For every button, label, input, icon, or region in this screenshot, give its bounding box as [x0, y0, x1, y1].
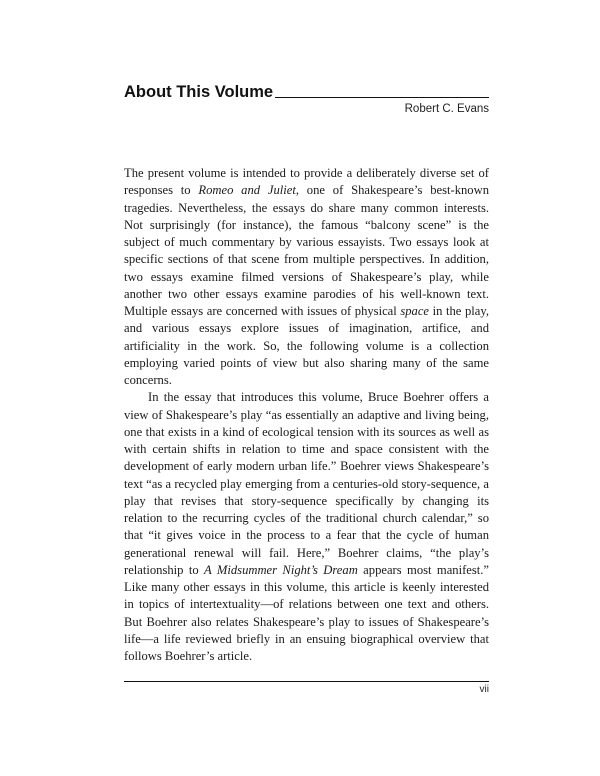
- body-text: [124, 165, 489, 665]
- italic-title-text: Romeo and Juliet: [198, 183, 296, 198]
- paragraph-text-run: , one of Shakespeare’s best-known tragedies. Nevertheless, the essays do share many common interests. Not surprisingly (for instance), the famous “balcony scene” is the subject of much commentary by various essayists. Two essays look at specific sections of that scene from multiple perspectives. In addition, two essays examine filmed versions of Shakespeare’s play, while another two other essays examine parodies of his well-known text. Multiple essays are concerned with issues of physical: [124, 183, 489, 318]
- chapter-heading: [124, 78, 489, 100]
- footer-rule: [124, 681, 489, 682]
- title-rule: [275, 97, 489, 98]
- paragraph-1: [124, 165, 489, 389]
- chapter-title: About This Volume: [124, 82, 274, 101]
- paragraph-text-run: In the essay that introduces this volume, Bruce Boehrer offers a view of Shakespeare’s play “as essentially an adaptive and living being, one that exists in a kind of ecological tension with its sources as well as with certain shifts in relation to time and space consistent with the development of early modern urban life.” Boehrer views Shakespeare’s text “as a recycled play emerging from a centuries-old story-sequence, a play that revises that story-sequence specifically by changing its relation to the recurring cycles of the traditional church calendar,” so that “it gives voice in the process to a fear that the cycle of human generational renewal will fail. Here,” Boehrer claims, “the play’s relationship to: [124, 390, 489, 577]
- author-name: Robert C. Evans: [404, 103, 489, 115]
- italic-title-text: A Midsummer Night’s Dream: [204, 562, 358, 577]
- paragraph-text-run: in the play, and various essays explore issues of imagination, artifice, and artificiality in the work. So, the following volume is a collection employing varied points of view but also sharing many of the same concerns.: [124, 304, 490, 387]
- paragraph-2: [124, 389, 489, 665]
- page-number: vii: [479, 684, 489, 695]
- paragraph-text-run: appears most manifest.” Like many other essays in this volume, this article is keenly interested in topics of intertextuality—of relations between one text and others. But Boehrer also relates Shakespeare’s play to issues of Shakespeare’s life—a life reviewed briefly in an ensuing biographical overview that follows Boehrer’s article.: [124, 562, 490, 663]
- paragraph-text-run: The present volume is intended to provide a deliberately diverse set of responses to: [124, 166, 489, 198]
- italic-title-text: space: [400, 304, 430, 318]
